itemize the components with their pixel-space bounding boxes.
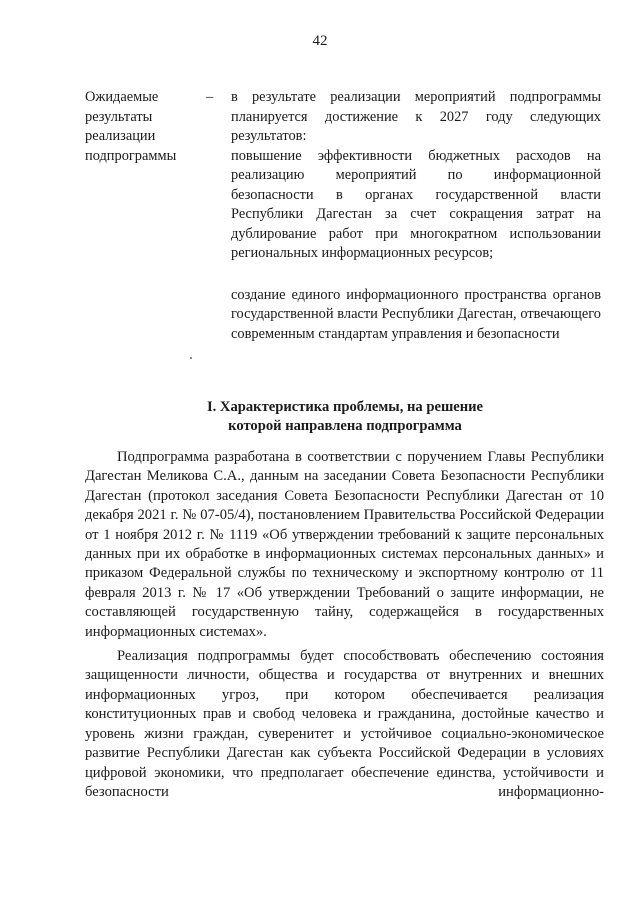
passport-intro-text: в результате реализации мероприятий подпрограммы планируется достижение к 2027 году следующих результатов:: [231, 89, 601, 144]
section-heading-line: I. Характеристика проблемы, на решение: [206, 399, 484, 415]
section-heading: [85, 398, 605, 436]
section-heading-line: которой направлена подпрограмма: [228, 418, 462, 434]
passport-row-dash: –: [206, 89, 214, 105]
body-paragraph: Реализация подпрограммы будет способствовать обеспечению состояния защищенности личности, общества и государства от внутренних и внешних информационных угроз, при котором обеспечивается реализация конституционных прав и свобод человека и гражданина, достойные качество и уровень жизни граждан, суверенитет и устойчивое социально-экономическое развитие Республики Дагестан как субъекта Российской Федерации в условиях цифровой экономики, что предполагает обеспечение единства, устойчивости и безопасности информационно-: [85, 648, 604, 800]
passport-row-content: [231, 88, 601, 344]
page-number: 42: [312, 33, 328, 49]
body-paragraph: Подпрограмма разработана в соответствии с поручением Главы Республики Дагестан Меликова С.А., данным на заседании Совета Безопасности Республики Дагестан (протокол заседания Совета Безопасности Республики Дагестан от 10 декабря 2021 г. № 07-05/4), постановлением Правительства Российской Федерации от 1 ноября 2012 г. № 1119 «Об утверждении требований к защите персональных данных при их обработке в информационных системах персональных данных» и приказом Федеральной службы по техническому и экспортному контролю от 11 февраля 2013 г. № 17 «Об утверждении Требований о защите информации, не составляющей государственную тайну, содержащейся в государственных информационных системах».: [85, 449, 604, 640]
passport-result-item: создание единого информационного пространства органов государственной власти Республики Дагестан, отвечающего современным стандартам управления и безопасности: [231, 286, 601, 342]
passport-result-item: повышение эффективности бюджетных расходов на реализацию мероприятий по информационной безопасности в органах государственной власти Республики Дагестан за счет сокращения затрат на дублирование работ при многократном использовании региональных информационных ресурсов;: [231, 147, 601, 261]
section-body: [85, 448, 604, 802]
passport-row-label: Ожидаемые результаты реализации подпрограммы: [85, 89, 177, 164]
scan-speck: [190, 357, 192, 359]
